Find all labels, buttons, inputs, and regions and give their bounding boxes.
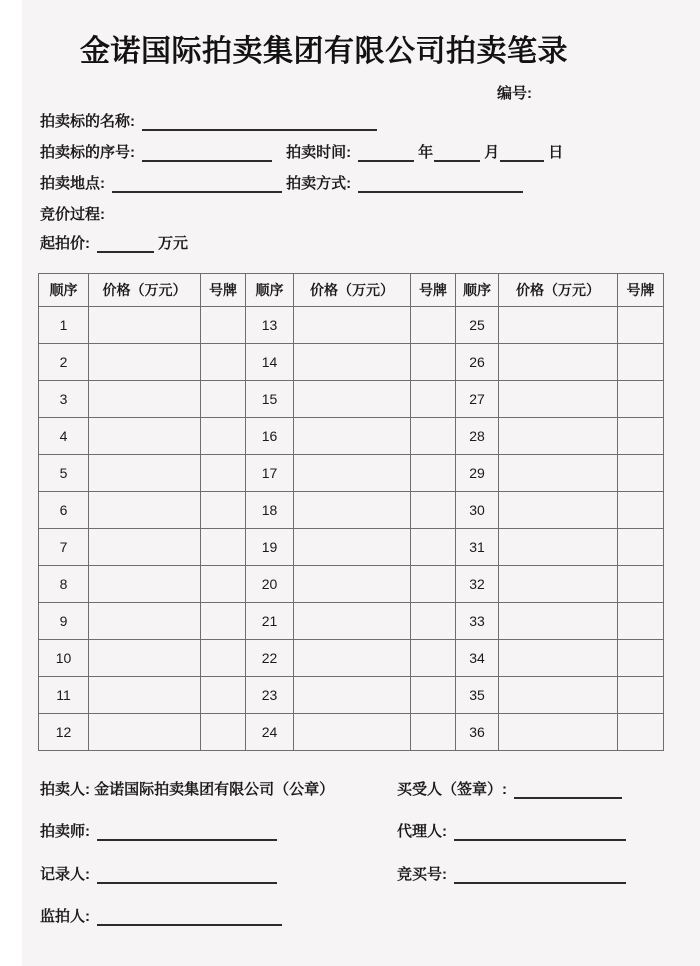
- order-cell: 1: [39, 307, 89, 344]
- target-name-label: 拍卖标的名称:: [40, 113, 135, 130]
- bidder-number-line: [454, 867, 626, 884]
- price-cell: [89, 714, 201, 751]
- order-cell: 22: [246, 640, 294, 677]
- bid-table-head-row: [39, 274, 664, 307]
- footer-row-buyer: [397, 778, 626, 799]
- agent-line: [454, 824, 626, 841]
- price-cell: [89, 307, 201, 344]
- buyer-label: 买受人（签章）:: [397, 781, 507, 798]
- recorder-label: 记录人:: [40, 866, 90, 883]
- table-row: [39, 344, 664, 381]
- method-line: [358, 176, 523, 193]
- price-cell: [294, 418, 411, 455]
- paddle-cell: [411, 529, 456, 566]
- auction-master-label: 拍卖师:: [40, 823, 90, 840]
- order-cell: 10: [39, 640, 89, 677]
- order-cell: 8: [39, 566, 89, 603]
- order-cell: 13: [246, 307, 294, 344]
- target-name-line: [142, 114, 377, 131]
- table-row: [39, 529, 664, 566]
- column-header: 价格（万元）: [89, 274, 201, 307]
- order-cell: 26: [456, 344, 499, 381]
- paddle-cell: [618, 566, 664, 603]
- paddle-cell: [201, 529, 246, 566]
- paddle-cell: [411, 307, 456, 344]
- column-header: 号牌: [201, 274, 246, 307]
- bidding-process-label: 竞价过程:: [40, 206, 105, 223]
- price-cell: [499, 381, 618, 418]
- paddle-cell: [618, 640, 664, 677]
- auction-time-month-line: [434, 145, 480, 162]
- price-cell: [89, 492, 201, 529]
- order-cell: 27: [456, 381, 499, 418]
- auction-master-line: [97, 824, 277, 841]
- price-cell: [499, 714, 618, 751]
- target-serial-line: [142, 145, 272, 162]
- footer-row-bidder-number: [397, 863, 630, 884]
- order-cell: 14: [246, 344, 294, 381]
- order-cell: 5: [39, 455, 89, 492]
- order-cell: 23: [246, 677, 294, 714]
- price-cell: [294, 603, 411, 640]
- paddle-cell: [411, 714, 456, 751]
- price-cell: [499, 677, 618, 714]
- footer-row-supervisor: [40, 905, 286, 926]
- paddle-cell: [201, 344, 246, 381]
- field-row-bidding-process: [40, 203, 105, 224]
- footer-row-auction-master: [40, 820, 281, 841]
- table-row: [39, 640, 664, 677]
- order-cell: 31: [456, 529, 499, 566]
- order-cell: 32: [456, 566, 499, 603]
- paddle-cell: [618, 714, 664, 751]
- order-cell: 35: [456, 677, 499, 714]
- order-cell: 16: [246, 418, 294, 455]
- price-cell: [499, 529, 618, 566]
- paddle-cell: [411, 640, 456, 677]
- paddle-cell: [618, 455, 664, 492]
- paddle-cell: [411, 603, 456, 640]
- paddle-cell: [201, 603, 246, 640]
- price-cell: [89, 418, 201, 455]
- order-cell: 28: [456, 418, 499, 455]
- field-row-starting-price: [40, 232, 188, 253]
- column-header: 价格（万元）: [294, 274, 411, 307]
- order-cell: 15: [246, 381, 294, 418]
- order-cell: 36: [456, 714, 499, 751]
- supervisor-label: 监拍人:: [40, 908, 90, 925]
- price-cell: [294, 529, 411, 566]
- column-header: 号牌: [618, 274, 664, 307]
- paddle-cell: [618, 529, 664, 566]
- table-row: [39, 307, 664, 344]
- month-label: 月: [484, 144, 500, 161]
- paddle-cell: [411, 418, 456, 455]
- column-header: 顺序: [246, 274, 294, 307]
- order-cell: 12: [39, 714, 89, 751]
- paddle-cell: [618, 603, 664, 640]
- order-cell: 33: [456, 603, 499, 640]
- supervisor-line: [97, 909, 282, 926]
- paddle-cell: [201, 418, 246, 455]
- price-cell: [499, 492, 618, 529]
- auction-time-label: 拍卖时间:: [286, 144, 352, 161]
- price-cell: [89, 677, 201, 714]
- column-header: 顺序: [456, 274, 499, 307]
- table-row: [39, 381, 664, 418]
- paddle-cell: [201, 381, 246, 418]
- column-header: 顺序: [39, 274, 89, 307]
- price-cell: [294, 714, 411, 751]
- price-cell: [89, 566, 201, 603]
- order-cell: 21: [246, 603, 294, 640]
- footer-row-agent: [397, 820, 630, 841]
- price-cell: [499, 640, 618, 677]
- paddle-cell: [201, 677, 246, 714]
- order-cell: 29: [456, 455, 499, 492]
- field-row-target-name: [40, 110, 381, 131]
- day-label: 日: [548, 144, 564, 161]
- price-cell: [294, 677, 411, 714]
- price-cell: [294, 566, 411, 603]
- paddle-cell: [411, 381, 456, 418]
- paddle-cell: [201, 640, 246, 677]
- paddle-cell: [411, 455, 456, 492]
- price-cell: [294, 381, 411, 418]
- agent-label: 代理人:: [397, 823, 447, 840]
- order-cell: 34: [456, 640, 499, 677]
- table-row: [39, 418, 664, 455]
- price-cell: [89, 603, 201, 640]
- order-cell: 11: [39, 677, 89, 714]
- price-cell: [89, 455, 201, 492]
- price-cell: [294, 455, 411, 492]
- order-cell: 2: [39, 344, 89, 381]
- auction-time-year-line: [358, 145, 414, 162]
- bidder-number-label: 竞买号:: [397, 866, 447, 883]
- paddle-cell: [618, 492, 664, 529]
- paddle-cell: [411, 492, 456, 529]
- field-row-serial-time: [40, 141, 563, 162]
- price-cell: [499, 566, 618, 603]
- paddle-cell: [411, 677, 456, 714]
- paddle-cell: [201, 455, 246, 492]
- price-cell: [89, 640, 201, 677]
- price-cell: [499, 307, 618, 344]
- target-serial-label: 拍卖标的序号:: [40, 144, 135, 161]
- paddle-cell: [201, 714, 246, 751]
- paddle-cell: [411, 566, 456, 603]
- order-cell: 25: [456, 307, 499, 344]
- paddle-cell: [201, 566, 246, 603]
- form-title: 金诺国际拍卖集团有限公司拍卖笔录: [80, 35, 568, 68]
- buyer-line: [514, 782, 622, 799]
- table-row: [39, 677, 664, 714]
- table-row: [39, 603, 664, 640]
- form-number-label: 编号:: [497, 85, 532, 102]
- year-label: 年: [418, 144, 434, 161]
- paddle-cell: [618, 677, 664, 714]
- order-cell: 19: [246, 529, 294, 566]
- price-cell: [499, 603, 618, 640]
- paddle-cell: [618, 344, 664, 381]
- order-cell: 24: [246, 714, 294, 751]
- bid-table-body: [39, 307, 664, 751]
- paddle-cell: [411, 344, 456, 381]
- order-cell: 9: [39, 603, 89, 640]
- price-cell: [294, 640, 411, 677]
- order-cell: 3: [39, 381, 89, 418]
- seller-value: 金诺国际拍卖集团有限公司（公章）: [94, 781, 335, 798]
- location-label: 拍卖地点:: [40, 175, 105, 192]
- order-cell: 18: [246, 492, 294, 529]
- order-cell: 4: [39, 418, 89, 455]
- paddle-cell: [618, 381, 664, 418]
- price-cell: [499, 344, 618, 381]
- table-row: [39, 492, 664, 529]
- price-cell: [294, 307, 411, 344]
- order-cell: 17: [246, 455, 294, 492]
- price-cell: [499, 418, 618, 455]
- price-cell: [89, 381, 201, 418]
- price-cell: [89, 344, 201, 381]
- order-cell: 20: [246, 566, 294, 603]
- price-cell: [89, 529, 201, 566]
- order-cell: 7: [39, 529, 89, 566]
- column-header: 号牌: [411, 274, 456, 307]
- column-header: 价格（万元）: [499, 274, 618, 307]
- location-line: [112, 176, 282, 193]
- table-row: [39, 566, 664, 603]
- table-row: [39, 714, 664, 751]
- footer-row-seller: [40, 778, 334, 799]
- order-cell: 6: [39, 492, 89, 529]
- order-cell: 30: [456, 492, 499, 529]
- footer-row-recorder: [40, 863, 281, 884]
- paddle-cell: [618, 418, 664, 455]
- paddle-cell: [201, 307, 246, 344]
- price-cell: [294, 344, 411, 381]
- recorder-line: [97, 867, 277, 884]
- paddle-cell: [618, 307, 664, 344]
- field-row-location-method: [40, 172, 527, 193]
- bid-record-table: [38, 273, 664, 751]
- table-row: [39, 455, 664, 492]
- seller-label: 拍卖人:: [40, 781, 90, 798]
- price-cell: [499, 455, 618, 492]
- starting-price-line: [97, 236, 154, 253]
- starting-price-label: 起拍价:: [40, 235, 90, 252]
- price-unit-label: 万元: [158, 235, 189, 252]
- auction-time-day-line: [500, 145, 544, 162]
- method-label: 拍卖方式:: [286, 175, 352, 192]
- paddle-cell: [201, 492, 246, 529]
- price-cell: [294, 492, 411, 529]
